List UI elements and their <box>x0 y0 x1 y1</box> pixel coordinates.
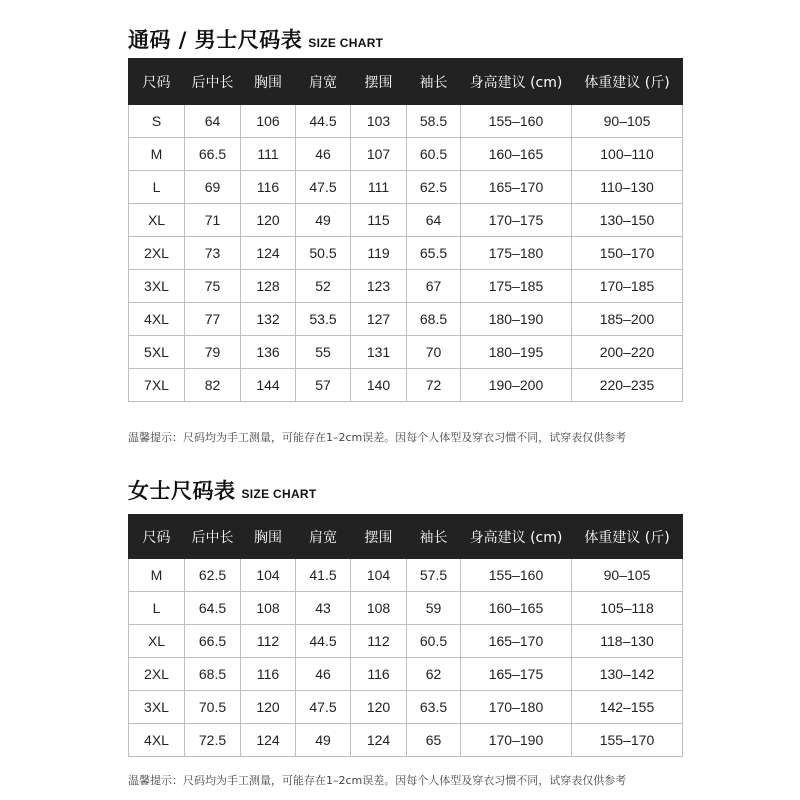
table-cell: 170–185 <box>572 270 683 303</box>
women-table-body <box>129 559 683 757</box>
table-cell: 43 <box>296 592 351 625</box>
table-cell: 103 <box>351 105 407 138</box>
table-row <box>129 691 683 724</box>
women-size-chart-title <box>128 475 317 505</box>
table-cell: 112 <box>241 625 296 658</box>
table-cell: 142–155 <box>572 691 683 724</box>
table-row <box>129 171 683 204</box>
table-cell: 64 <box>185 105 241 138</box>
table-cell: 155–160 <box>461 105 572 138</box>
table-cell: 69 <box>185 171 241 204</box>
table-row <box>129 369 683 402</box>
table-cell: 185–200 <box>572 303 683 336</box>
column-header: 摆围 <box>351 515 407 559</box>
women-size-note: 温馨提示：尺码均为手工测量，可能存在1–2cm误差。因每个人体型及穿衣习惯不同，试穿表仅供参考 <box>128 774 627 787</box>
table-cell: 57 <box>296 369 351 402</box>
table-cell: 118–130 <box>572 625 683 658</box>
table-cell: 77 <box>185 303 241 336</box>
table-cell: 100–110 <box>572 138 683 171</box>
table-cell: 66.5 <box>185 138 241 171</box>
table-cell: 180–195 <box>461 336 572 369</box>
column-header: 胸围 <box>241 59 296 105</box>
size-label-cell: M <box>129 559 185 592</box>
table-cell: 71 <box>185 204 241 237</box>
size-label-cell: XL <box>129 204 185 237</box>
table-cell: 123 <box>351 270 407 303</box>
table-cell: 190–200 <box>461 369 572 402</box>
column-header: 体重建议 (斤) <box>572 515 683 559</box>
table-cell: 90–105 <box>572 105 683 138</box>
size-label-cell: M <box>129 138 185 171</box>
table-cell: 131 <box>351 336 407 369</box>
column-header: 体重建议 (斤) <box>572 59 683 105</box>
table-cell: 107 <box>351 138 407 171</box>
table-cell: 155–170 <box>572 724 683 757</box>
table-row <box>129 270 683 303</box>
table-cell: 130–150 <box>572 204 683 237</box>
size-label-cell: 2XL <box>129 658 185 691</box>
table-cell: 132 <box>241 303 296 336</box>
table-cell: 63.5 <box>407 691 461 724</box>
table-cell: 62.5 <box>185 559 241 592</box>
size-label-cell: 4XL <box>129 303 185 336</box>
column-header: 摆围 <box>351 59 407 105</box>
table-cell: 79 <box>185 336 241 369</box>
table-cell: 116 <box>241 171 296 204</box>
table-cell: 72.5 <box>185 724 241 757</box>
table-cell: 68.5 <box>185 658 241 691</box>
men-table-body <box>129 105 683 402</box>
table-cell: 104 <box>241 559 296 592</box>
men-title-cn: 通码 / 男士尺码表 <box>128 28 303 52</box>
table-cell: 46 <box>296 658 351 691</box>
table-cell: 124 <box>241 237 296 270</box>
table-cell: 116 <box>241 658 296 691</box>
table-cell: 58.5 <box>407 105 461 138</box>
table-cell: 66.5 <box>185 625 241 658</box>
table-cell: 116 <box>351 658 407 691</box>
table-cell: 55 <box>296 336 351 369</box>
column-header: 尺码 <box>129 515 185 559</box>
table-cell: 53.5 <box>296 303 351 336</box>
table-row <box>129 204 683 237</box>
table-cell: 64 <box>407 204 461 237</box>
column-header: 身高建议 (cm) <box>461 59 572 105</box>
table-cell: 65 <box>407 724 461 757</box>
table-cell: 124 <box>241 724 296 757</box>
table-cell: 64.5 <box>185 592 241 625</box>
table-cell: 46 <box>296 138 351 171</box>
table-cell: 165–170 <box>461 625 572 658</box>
table-cell: 49 <box>296 724 351 757</box>
table-cell: 160–165 <box>461 592 572 625</box>
table-cell: 73 <box>185 237 241 270</box>
table-cell: 62 <box>407 658 461 691</box>
table-cell: 82 <box>185 369 241 402</box>
table-cell: 200–220 <box>572 336 683 369</box>
size-label-cell: S <box>129 105 185 138</box>
table-cell: 70 <box>407 336 461 369</box>
men-size-chart-title <box>128 24 383 54</box>
table-cell: 106 <box>241 105 296 138</box>
table-cell: 119 <box>351 237 407 270</box>
table-row <box>129 105 683 138</box>
women-size-table <box>128 514 683 757</box>
column-header: 胸围 <box>241 515 296 559</box>
table-cell: 72 <box>407 369 461 402</box>
table-cell: 128 <box>241 270 296 303</box>
table-cell: 155–160 <box>461 559 572 592</box>
table-cell: 104 <box>351 559 407 592</box>
size-label-cell: L <box>129 171 185 204</box>
men-title-en: SIZE CHART <box>308 36 384 50</box>
table-row <box>129 592 683 625</box>
women-title-cn: 女士尺码表 <box>128 479 236 503</box>
table-cell: 120 <box>241 691 296 724</box>
table-cell: 111 <box>241 138 296 171</box>
table-cell: 136 <box>241 336 296 369</box>
table-cell: 127 <box>351 303 407 336</box>
table-cell: 150–170 <box>572 237 683 270</box>
table-cell: 62.5 <box>407 171 461 204</box>
table-cell: 140 <box>351 369 407 402</box>
size-label-cell: 5XL <box>129 336 185 369</box>
table-cell: 180–190 <box>461 303 572 336</box>
table-cell: 112 <box>351 625 407 658</box>
table-cell: 108 <box>351 592 407 625</box>
table-cell: 49 <box>296 204 351 237</box>
table-cell: 175–180 <box>461 237 572 270</box>
women-table-header <box>129 515 683 559</box>
men-size-table <box>128 58 683 402</box>
table-cell: 68.5 <box>407 303 461 336</box>
table-cell: 170–190 <box>461 724 572 757</box>
size-label-cell: 3XL <box>129 691 185 724</box>
table-cell: 65.5 <box>407 237 461 270</box>
column-header: 肩宽 <box>296 59 351 105</box>
column-header: 袖长 <box>407 59 461 105</box>
table-cell: 44.5 <box>296 105 351 138</box>
table-cell: 108 <box>241 592 296 625</box>
table-row <box>129 559 683 592</box>
table-cell: 220–235 <box>572 369 683 402</box>
table-cell: 67 <box>407 270 461 303</box>
size-label-cell: L <box>129 592 185 625</box>
table-cell: 41.5 <box>296 559 351 592</box>
size-label-cell: 7XL <box>129 369 185 402</box>
table-cell: 175–185 <box>461 270 572 303</box>
table-cell: 105–118 <box>572 592 683 625</box>
men-table-header <box>129 59 683 105</box>
men-size-note: 温馨提示：尺码均为手工测量，可能存在1–2cm误差。因每个人体型及穿衣习惯不同，试穿表仅供参考 <box>128 431 627 444</box>
column-header: 袖长 <box>407 515 461 559</box>
table-cell: 70.5 <box>185 691 241 724</box>
column-header: 尺码 <box>129 59 185 105</box>
table-cell: 124 <box>351 724 407 757</box>
table-cell: 165–175 <box>461 658 572 691</box>
table-cell: 75 <box>185 270 241 303</box>
table-cell: 170–175 <box>461 204 572 237</box>
table-row <box>129 658 683 691</box>
column-header: 后中长 <box>185 59 241 105</box>
table-row <box>129 237 683 270</box>
table-cell: 170–180 <box>461 691 572 724</box>
size-label-cell: 4XL <box>129 724 185 757</box>
table-cell: 57.5 <box>407 559 461 592</box>
table-cell: 110–130 <box>572 171 683 204</box>
table-row <box>129 724 683 757</box>
table-cell: 47.5 <box>296 171 351 204</box>
column-header: 身高建议 (cm) <box>461 515 572 559</box>
table-cell: 115 <box>351 204 407 237</box>
table-cell: 160–165 <box>461 138 572 171</box>
table-cell: 130–142 <box>572 658 683 691</box>
table-cell: 60.5 <box>407 138 461 171</box>
table-cell: 52 <box>296 270 351 303</box>
table-cell: 60.5 <box>407 625 461 658</box>
column-header: 肩宽 <box>296 515 351 559</box>
table-cell: 59 <box>407 592 461 625</box>
table-cell: 50.5 <box>296 237 351 270</box>
table-cell: 90–105 <box>572 559 683 592</box>
column-header: 后中长 <box>185 515 241 559</box>
table-cell: 120 <box>351 691 407 724</box>
table-cell: 47.5 <box>296 691 351 724</box>
table-row <box>129 138 683 171</box>
table-cell: 120 <box>241 204 296 237</box>
table-cell: 44.5 <box>296 625 351 658</box>
table-row <box>129 625 683 658</box>
size-label-cell: 2XL <box>129 237 185 270</box>
table-row <box>129 336 683 369</box>
table-row <box>129 303 683 336</box>
table-cell: 111 <box>351 171 407 204</box>
table-cell: 144 <box>241 369 296 402</box>
women-title-en: SIZE CHART <box>241 487 317 501</box>
size-label-cell: 3XL <box>129 270 185 303</box>
size-label-cell: XL <box>129 625 185 658</box>
table-cell: 165–170 <box>461 171 572 204</box>
